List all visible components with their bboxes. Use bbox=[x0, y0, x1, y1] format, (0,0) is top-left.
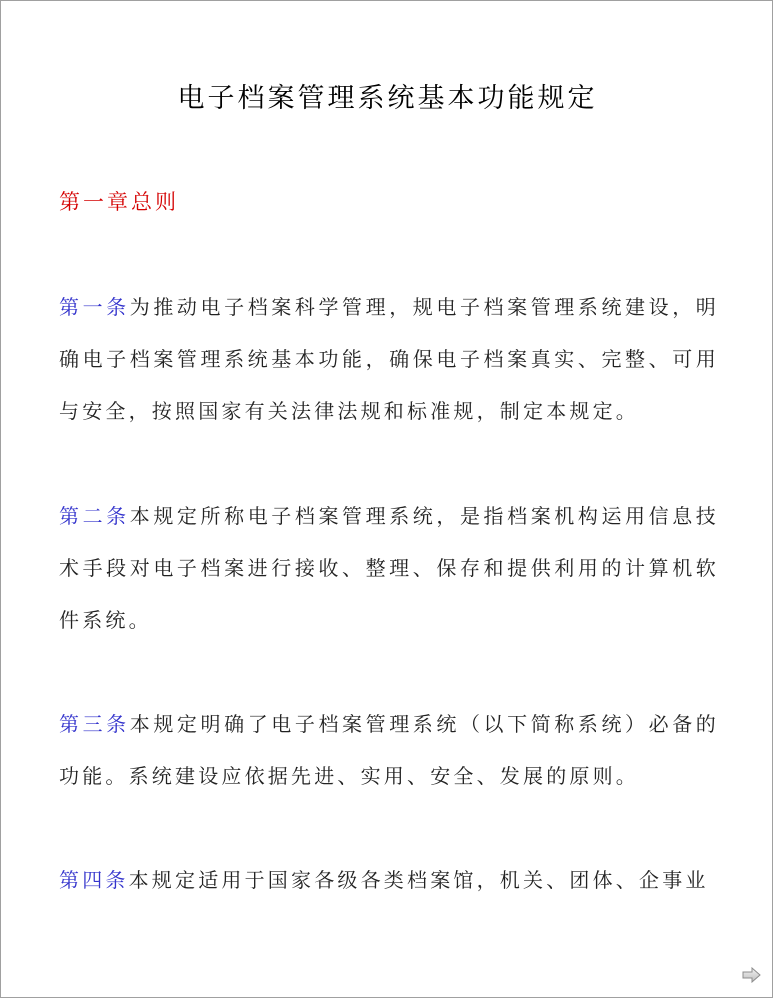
chapter-heading: 第一章总则 bbox=[59, 190, 179, 214]
article-1 bbox=[59, 281, 719, 437]
article-number: 第三条 bbox=[59, 712, 130, 736]
article-text: 本规定所称电子档案管理系统，是指档案机构运用信息技术手段对电子档案进行接收、整理、保存和提供利用的计算机软件系统。 bbox=[59, 504, 720, 632]
article-2 bbox=[59, 490, 719, 646]
arrow-right-icon[interactable] bbox=[742, 967, 762, 983]
document-title: 电子档案管理系统基本功能规定 bbox=[177, 83, 598, 114]
article-text: 为推动电子档案科学管理，规电子档案管理系统建设，明确电子档案管理系统基本功能，确保电子档案真实、完整、可用与安全，按照国家有关法律法规和标准规，制定本规定。 bbox=[59, 295, 720, 423]
arrow-right-icon-graphic bbox=[742, 967, 762, 983]
article-4 bbox=[59, 854, 719, 906]
article-text: 本规定适用于国家各级各类档案馆，机关、团体、企事业 bbox=[128, 868, 709, 892]
article-number: 第二条 bbox=[59, 504, 130, 528]
article-number: 第四条 bbox=[59, 868, 129, 892]
article-text: 本规定明确了电子档案管理系统（以下简称系统）必备的功能。系统建设应依据先进、实用、安全、发展的原则。 bbox=[59, 712, 720, 788]
article-3 bbox=[59, 698, 719, 802]
article-number: 第一条 bbox=[59, 295, 130, 319]
